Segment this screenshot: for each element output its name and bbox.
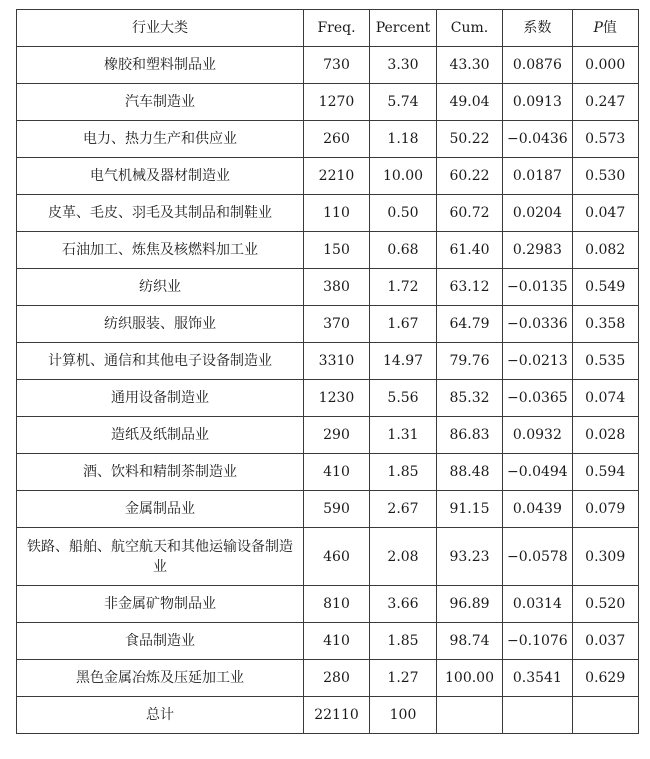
cell-p-value: 0.573	[572, 121, 638, 158]
table-header-row	[17, 10, 639, 47]
cell-coef: −0.0436	[503, 121, 573, 158]
cell-cum: 98.74	[437, 623, 503, 660]
total-percent: 100	[370, 697, 437, 734]
cell-industry: 汽车制造业	[17, 84, 304, 121]
cell-cum: 64.79	[437, 306, 503, 343]
cell-coef: 0.0932	[503, 417, 573, 454]
cell-cum: 43.30	[437, 47, 503, 84]
cell-p-value: 0.520	[572, 586, 638, 623]
cell-industry: 黑色金属冶炼及压延加工业	[17, 660, 304, 697]
cell-freq: 810	[304, 586, 370, 623]
cell-industry: 电力、热力生产和供应业	[17, 121, 304, 158]
cell-percent: 1.27	[370, 660, 437, 697]
cell-industry: 石油加工、炼焦及核燃料加工业	[17, 232, 304, 269]
table-row	[17, 84, 639, 121]
cell-freq: 370	[304, 306, 370, 343]
cell-percent: 2.08	[370, 528, 437, 586]
table-row	[17, 158, 639, 195]
cell-coef: −0.0578	[503, 528, 573, 586]
cell-percent: 0.68	[370, 232, 437, 269]
cell-industry: 酒、饮料和精制茶制造业	[17, 454, 304, 491]
cell-industry: 橡胶和塑料制品业	[17, 47, 304, 84]
cell-freq: 1230	[304, 380, 370, 417]
table-total-row	[17, 697, 639, 734]
cell-p-value: 0.082	[572, 232, 638, 269]
cell-p-value: 0.549	[572, 269, 638, 306]
total-p	[572, 697, 638, 734]
cell-industry: 食品制造业	[17, 623, 304, 660]
cell-cum: 85.32	[437, 380, 503, 417]
industry-regression-table	[16, 9, 639, 734]
table-body	[17, 47, 639, 697]
cell-cum: 49.04	[437, 84, 503, 121]
cell-freq: 590	[304, 491, 370, 528]
cell-freq: 280	[304, 660, 370, 697]
cell-freq: 3310	[304, 343, 370, 380]
cell-freq: 150	[304, 232, 370, 269]
cell-cum: 60.22	[437, 158, 503, 195]
header-p-value	[572, 10, 638, 47]
cell-p-value: 0.629	[572, 660, 638, 697]
cell-p-value: 0.530	[572, 158, 638, 195]
table-row	[17, 306, 639, 343]
cell-cum: 96.89	[437, 586, 503, 623]
cell-percent: 1.67	[370, 306, 437, 343]
cell-coef: 0.2983	[503, 232, 573, 269]
total-coef	[503, 697, 573, 734]
cell-cum: 100.00	[437, 660, 503, 697]
cell-p-value: 0.079	[572, 491, 638, 528]
cell-freq: 1270	[304, 84, 370, 121]
table-row	[17, 269, 639, 306]
table-row	[17, 586, 639, 623]
cell-coef: −0.0494	[503, 454, 573, 491]
cell-cum: 61.40	[437, 232, 503, 269]
total-cum	[437, 697, 503, 734]
cell-coef: −0.0135	[503, 269, 573, 306]
cell-percent: 1.85	[370, 454, 437, 491]
table-row	[17, 121, 639, 158]
table-row	[17, 417, 639, 454]
cell-percent: 1.72	[370, 269, 437, 306]
cell-freq: 410	[304, 623, 370, 660]
table-row	[17, 47, 639, 84]
header-coef: 系数	[503, 10, 573, 47]
cell-industry: 非金属矿物制品业	[17, 586, 304, 623]
cell-percent: 3.30	[370, 47, 437, 84]
header-p-suffix: 值	[602, 20, 617, 36]
cell-freq: 290	[304, 417, 370, 454]
cell-coef: −0.0336	[503, 306, 573, 343]
cell-coef: 0.0204	[503, 195, 573, 232]
cell-percent: 5.74	[370, 84, 437, 121]
cell-percent: 5.56	[370, 380, 437, 417]
cell-coef: 0.0876	[503, 47, 573, 84]
table-row	[17, 195, 639, 232]
cell-industry: 纺织服装、服饰业	[17, 306, 304, 343]
cell-freq: 2210	[304, 158, 370, 195]
cell-coef: −0.0365	[503, 380, 573, 417]
cell-coef: 0.0913	[503, 84, 573, 121]
total-freq: 22110	[304, 697, 370, 734]
cell-percent: 1.85	[370, 623, 437, 660]
header-cum: Cum.	[437, 10, 503, 47]
table-row	[17, 343, 639, 380]
cell-p-value: 0.047	[572, 195, 638, 232]
cell-p-value: 0.358	[572, 306, 638, 343]
table-row	[17, 660, 639, 697]
cell-freq: 410	[304, 454, 370, 491]
cell-cum: 91.15	[437, 491, 503, 528]
table-row	[17, 232, 639, 269]
table-row	[17, 380, 639, 417]
cell-p-value: 0.074	[572, 380, 638, 417]
cell-industry: 造纸及纸制品业	[17, 417, 304, 454]
cell-p-value: 0.594	[572, 454, 638, 491]
cell-freq: 110	[304, 195, 370, 232]
cell-percent: 10.00	[370, 158, 437, 195]
cell-p-value: 0.028	[572, 417, 638, 454]
cell-cum: 63.12	[437, 269, 503, 306]
cell-percent: 3.66	[370, 586, 437, 623]
header-percent: Percent	[370, 10, 437, 47]
cell-p-value: 0.000	[572, 47, 638, 84]
cell-coef: −0.0213	[503, 343, 573, 380]
cell-p-value: 0.247	[572, 84, 638, 121]
cell-cum: 88.48	[437, 454, 503, 491]
cell-percent: 0.50	[370, 195, 437, 232]
cell-freq: 380	[304, 269, 370, 306]
cell-cum: 86.83	[437, 417, 503, 454]
cell-industry: 铁路、船舶、航空航天和其他运输设备制造业	[17, 528, 304, 586]
cell-freq: 730	[304, 47, 370, 84]
cell-percent: 1.31	[370, 417, 437, 454]
cell-industry: 电气机械及器材制造业	[17, 158, 304, 195]
cell-industry: 计算机、通信和其他电子设备制造业	[17, 343, 304, 380]
table-row	[17, 491, 639, 528]
cell-p-value: 0.037	[572, 623, 638, 660]
cell-percent: 1.18	[370, 121, 437, 158]
cell-cum: 60.72	[437, 195, 503, 232]
cell-freq: 260	[304, 121, 370, 158]
cell-coef: 0.3541	[503, 660, 573, 697]
table-row	[17, 623, 639, 660]
cell-coef: −0.1076	[503, 623, 573, 660]
total-industry: 总计	[17, 697, 304, 734]
header-freq: Freq.	[304, 10, 370, 47]
cell-industry: 皮革、毛皮、羽毛及其制品和制鞋业	[17, 195, 304, 232]
cell-coef: 0.0187	[503, 158, 573, 195]
cell-cum: 93.23	[437, 528, 503, 586]
cell-p-value: 0.309	[572, 528, 638, 586]
cell-percent: 14.97	[370, 343, 437, 380]
cell-p-value: 0.535	[572, 343, 638, 380]
cell-cum: 79.76	[437, 343, 503, 380]
cell-coef: 0.0314	[503, 586, 573, 623]
cell-freq: 460	[304, 528, 370, 586]
cell-industry: 通用设备制造业	[17, 380, 304, 417]
cell-coef: 0.0439	[503, 491, 573, 528]
industry-table-container	[16, 9, 639, 734]
header-p-letter: P	[593, 20, 603, 36]
cell-industry: 金属制品业	[17, 491, 304, 528]
cell-industry: 纺织业	[17, 269, 304, 306]
table-row	[17, 454, 639, 491]
cell-percent: 2.67	[370, 491, 437, 528]
table-row	[17, 528, 639, 586]
cell-cum: 50.22	[437, 121, 503, 158]
header-industry: 行业大类	[17, 10, 304, 47]
